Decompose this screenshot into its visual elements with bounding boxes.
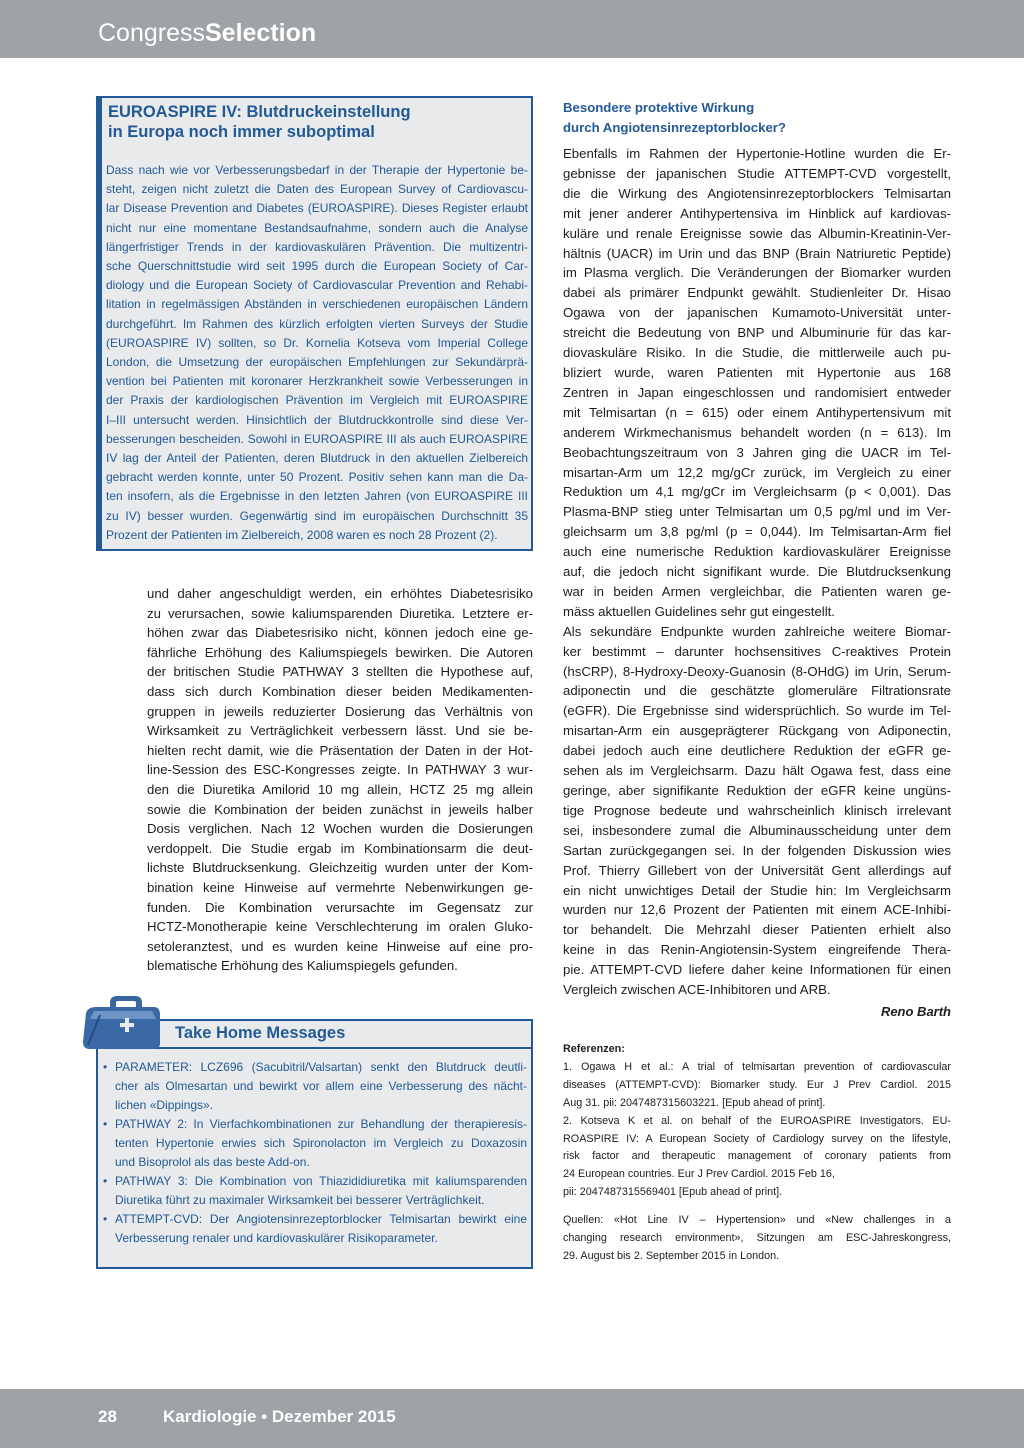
body-line: lichste Blutdrucksenkung. Gleichzeitig wurden unter der Kom- <box>147 860 533 876</box>
references <box>563 1041 951 1202</box>
body-line: war in beiden Armen vergleichbar, die Patienten waren ge- <box>563 583 951 599</box>
body-line: blematische Erhöhung des Kaliumspiegels gefunden. <box>147 958 458 974</box>
take-home-line: ATTEMPT-CVD: Der Angiotensinrezeptorblocker Telmisartan bewirkt eine <box>115 1212 527 1226</box>
header-title-bold: Selection <box>205 19 317 47</box>
body-line: mit Telmisartan (n = 615) oder einem Antihypertensivum mit <box>563 404 951 420</box>
body-line: (eGFR). Die Ergebnisse sind widersprüchlich. So wurde im Tel- <box>563 703 951 719</box>
body-line: Beobachtungszeitraum von 3 Jahren ging die UACR im Tel- <box>563 444 951 460</box>
euroaspire-line: gebracht werden konnte, unter 50 Prozent. Positiv sehen kann man die Da- <box>106 470 528 485</box>
body-line: dass sich durch Kombination dieser beiden Medikamenten- <box>147 683 533 699</box>
reference-line: 2. Kotseva K et al. on behalf of the EUROASPIRE Investigators. EU- <box>563 1114 951 1127</box>
take-home-line: tenten Hypertonie erwies sich Spironolacton im Vergleich zu Doxazosin <box>115 1136 527 1150</box>
reference-line: diseases (ATTEMPT-CVD): Biomarker study. Eur J Prev Cardiol. 2015 <box>563 1078 951 1091</box>
body-line: misartan-Arm ein ausgeprägterer Rückgang von Adiponectin, <box>563 723 951 739</box>
euroaspire-title-line: EUROASPIRE IV: Blutdruckeinstellung <box>108 103 411 121</box>
page-number: 28 <box>98 1407 117 1426</box>
reference-line: 1. Ogawa H et al.: A trial of telmisartan prevention of cardiovascular <box>563 1060 951 1073</box>
body-line: sei, insbesondere zumal die Albuminausscheidung unter dem <box>563 822 951 838</box>
body-line: gleichsarm um 3,8 pg/ml (p = 0,044). Im Telmisartan-Arm fiel <box>563 524 951 540</box>
body-line: auf, die jedoch nicht signifikant wurde. Die Blutdrucksenkung <box>563 564 951 580</box>
reference-line: risk factor and therapeutic management of coronary patients from <box>563 1150 951 1163</box>
body-line: geringe, aber signifikante Reduktion der eGFR keine ungüns- <box>563 783 951 798</box>
body-line: dabei jedoch auch eine deutlichere Reduktion der eGFR ge- <box>563 743 951 759</box>
sources-line: 29. August bis 2. September 2015 in London. <box>563 1249 780 1262</box>
journal-issue: Kardiologie • Dezember 2015 <box>163 1407 396 1426</box>
body-line: anderem Wirkmechanismus behandelt worden (n = 613). Im <box>563 424 951 440</box>
body-line: setoleranztest, und es wurden keine Hinweise auf eine pro- <box>147 938 533 954</box>
sources-line: changing research environment», Sitzungen am ESC-Jahreskongress, <box>563 1231 951 1244</box>
body-line: (hsCRP), 8-Hydroxy-Deoxy-Guanosin (8-OHdG) im Urin, Serum- <box>563 663 951 679</box>
body-line: tige Prognose bedeute und wahrscheinlich klinisch irrelevant <box>563 802 951 818</box>
euroaspire-line: nicht nur eine momentane Bestandsaufnahme, sondern auch die Analyse <box>106 220 528 235</box>
body-line: wurden nur 12,6 Prozent der Patienten mit einem ACE-Inhibi- <box>563 902 951 918</box>
take-home-line: cher als Olmesartan und bewirkt vor allem eine Verbesserung des nächt- <box>115 1079 527 1093</box>
euroaspire-line: IV lag der Anteil der Patienten, deren Blutdruck in den aktuellen Zielbereich <box>106 451 528 466</box>
body-line: zu verursachen, sowie kaliumsparenden Diuretika. Letztere er- <box>147 605 533 621</box>
bullet-icon: • <box>103 1060 108 1074</box>
body-line: kuläre und renale Ereignisse sowie das Albumin-Kreatinin-Ver- <box>563 225 951 241</box>
body-line: Ebenfalls im Rahmen der Hypertonie-Hotline wurden die Er- <box>563 146 951 161</box>
body-line: adiponectin und die geschätzte glomeruläre Filtrationsrate <box>563 683 951 699</box>
take-home-line: PATHWAY 3: Die Kombination von Thiazididiuretika mit kaliumsparenden <box>115 1174 527 1188</box>
body-line: Zentren in Japan eingeschlossen und randomisiert entweder <box>563 384 951 400</box>
sources-note <box>563 1212 951 1266</box>
sources-line: Quellen: «Hot Line IV – Hypertension» und «New challenges in a <box>563 1214 951 1226</box>
reference-line: ROASPIRE IV: A European Society of Cardiology survey on the lifestyle, <box>563 1132 951 1145</box>
euroaspire-line: durchgeführt. Im Rahmen des kürzlich erfolgten vierten Surveys der Studie <box>106 316 528 331</box>
euroaspire-line: diology und die European Society of Cardiovascular Prevention and Rehabi- <box>106 278 528 293</box>
euroaspire-line: vention bei Patienten mit koronarer Herzkrankheit sowie Verbesserungen in <box>106 374 528 389</box>
take-home-title: Take Home Messages <box>175 1024 346 1042</box>
body-line: und daher angeschuldigt werden, ein erhöhtes Diabetesrisiko <box>147 586 533 601</box>
body-line: im Plasma verglich. Die Veränderungen der Biomarker wurden <box>563 265 951 281</box>
right-column-body <box>563 144 951 1000</box>
body-line: HCTZ-Monotherapie keine Verschlechterung im oralen Gluko- <box>147 919 533 935</box>
euroaspire-line: London, die Umsetzung der europäischen Empfehlungen zur Sekundärprä- <box>106 355 528 370</box>
take-home-line: PATHWAY 2: In Vierfachkombinationen zur Behandlung der therapieresis- <box>115 1117 527 1131</box>
take-home-item <box>102 1210 527 1248</box>
take-home-line: und Bisoprolol als das beste Add-on. <box>115 1155 310 1169</box>
reference-line: pii: 2047487315569401 [Epub ahead of print]. <box>563 1186 783 1199</box>
take-home-line: Verbesserung renaler und kardiovaskulärer Risikoparameter. <box>115 1231 438 1245</box>
body-line: streicht die Bedeutung von BNP und Albuminurie für das kar- <box>563 325 951 341</box>
euroaspire-line: längerfristiger Trends in der kardiovaskulären Prävention. Die multizentri- <box>106 239 528 254</box>
body-line: hältnis (UACR) im Urin und das BNP (Brain Natriuretic Peptide) <box>563 245 951 261</box>
body-line: bliziert wurde, waren Patienten mit Hypertonie aus 168 <box>563 364 951 380</box>
euroaspire-line: ten insofern, als die Ergebnisse in den letzten Jahren (von EUROASPIRE III <box>106 489 528 504</box>
body-line: verdoppelt. Die Studie ergab im Kombinationsarm die deut- <box>147 840 533 856</box>
euroaspire-line: lar Disease Prevention and Diabetes (EUROASPIRE). Dieses Register erlaubt <box>106 201 528 216</box>
reference-line: Aug 31. pii: 2047487315603221. [Epub ahead of print]. <box>563 1096 826 1109</box>
body-line: auch eine numerische Reduktion kardiovaskulärer Ereignisse <box>563 544 951 560</box>
euroaspire-title-line: in Europa noch immer suboptimal <box>108 123 375 141</box>
body-line: tor behandelt. Die Mehrzahl dieser Patienten erhielt also <box>563 922 951 938</box>
body-line: ker bestimmt – darunter hochsensitives C-reaktives Protein <box>563 643 951 659</box>
body-line: Prof. Thierry Gillebert von der Universität Gent allerdings auf <box>563 862 951 878</box>
euroaspire-line: Prozent der Patienten im Zielbereich, 2008 waren es noch 28 Prozent (2). <box>106 527 498 542</box>
body-line: sehen als im Vergleichsarm. Dazu hält Ogawa fest, dass eine <box>563 763 951 779</box>
euroaspire-line: Dass nach wie vor Verbesserungsbedarf in der Therapie der Hypertonie be- <box>106 163 528 177</box>
body-line: der britischen Studie PATHWAY 3 stellten die Hypothese auf, <box>147 664 533 680</box>
take-home-item <box>102 1115 527 1172</box>
body-line: Plasma-BNP stieg unter Telmisartan um 0,5 pg/ml und im Ver- <box>563 504 951 520</box>
body-line: Wirksamkeit zu Verträglichkeit verbessern lässt. Und sie be- <box>147 723 533 739</box>
body-line: ein nicht unwichtiges Detail der Studie hin: Im Vergleichsarm <box>563 882 951 898</box>
body-line: sowie die Kombination der beiden zunächst in jeweils halber <box>147 801 533 817</box>
body-line: mäss aktuellen Guidelines sehr gut eingestellt. <box>563 603 835 619</box>
body-line: Reduktion um 4,1 mg/gCr im Vergleichsarm (p < 0,001). Das <box>563 484 951 500</box>
euroaspire-line: besserungen bescheiden. Sowohl in EUROASPIRE III als auch EUROASPIRE <box>106 431 528 446</box>
reference-line: 24 European countries. Eur J Prev Cardiol. 2015 Feb 16, <box>563 1168 835 1181</box>
take-home-list <box>102 1058 527 1248</box>
right-heading-line: durch Angiotensinrezeptorblocker? <box>563 119 786 135</box>
body-line: Als sekundäre Endpunkte wurden zahlreiche weitere Biomar- <box>563 623 951 639</box>
euroaspire-box <box>96 96 533 551</box>
right-heading <box>563 98 953 137</box>
euroaspire-line: litation in regelmässigen Abständen in verschiedenen europäischen Ländern <box>106 297 528 312</box>
body-line: funden. Die Kombination verursachte im Gegensatz zur <box>147 899 533 915</box>
body-line: Ogawa von der japanischen Kumamoto-Universität unter- <box>563 305 951 321</box>
footer-bar <box>0 1389 1024 1448</box>
euroaspire-line: steht, zeigen nicht zuletzt die Daten des European Survey of Cardiovascu- <box>106 182 528 197</box>
body-line: keine in das Renin-Angiotensin-System eingreifende Thera- <box>563 942 951 958</box>
take-home-line: Diuretika führt zu maximaler Wirksamkeit bei besserer Verträglichkeit. <box>115 1193 485 1207</box>
bullet-icon: • <box>103 1212 108 1226</box>
body-line: den die Diuretika Amilorid 10 mg allein, HCTZ 25 mg allein <box>147 781 533 797</box>
body-line: hielten recht damit, wie die Präsentation der Daten in der Hot- <box>147 742 533 758</box>
medical-bag-icon <box>80 993 162 1051</box>
euroaspire-line: (EUROASPIRE IV) sollten, so Dr. Kornelia Kotseva vom Imperial College <box>106 335 528 350</box>
body-line: Dosis verglichen. Nach 12 Wochen wurden die Dosierungen <box>147 821 533 837</box>
header-title <box>98 17 316 49</box>
references-list <box>563 1059 951 1202</box>
body-line: mit jener anderer Antihypertensiva im Hinblick auf kardiovas- <box>563 205 951 221</box>
right-heading-line: Besondere protektive Wirkung <box>563 100 755 115</box>
body-line: die die Wirkung des Angiotensinrezeptorblockers Telmisartan <box>563 185 951 201</box>
body-line: misartan-Arm um 12,2 mg/gCr zurück, im Vergleich zu einer <box>563 464 951 480</box>
bullet-icon: • <box>103 1174 108 1188</box>
euroaspire-title <box>108 102 528 142</box>
take-home-line: PARAMETER: LCZ696 (Sacubitril/Valsartan) senkt den Blutdruck deutli- <box>115 1060 527 1074</box>
body-line: dabei als primärer Endpunkt gewählt. Studienleiter Dr. Hisao <box>563 285 951 301</box>
euroaspire-line: zu IV) besser wurden. Gegenwärtig sind im europäischen Durchschnitt 35 <box>106 508 528 523</box>
take-home-item <box>102 1172 527 1210</box>
euroaspire-body <box>106 161 528 545</box>
euroaspire-line: der Praxis der kardiologischen Prävention im Vergleich mit EUROASPIRE <box>106 393 528 408</box>
body-line: gruppen in jeweils reduzierter Dosierung das Verhältnis von <box>147 703 533 719</box>
euroaspire-line: sche Querschnittstudie wird seit 1995 durch die European Society of Car- <box>106 259 528 274</box>
body-line: bination keine Hinweise auf vermehrte Nebenwirkungen ge- <box>147 879 533 895</box>
body-line: fährliche Erhöhung des Kaliumspiegels bewirken. Die Autoren <box>147 644 533 660</box>
body-line: line-Session des ESC-Kongresses zeigte. In PATHWAY 3 wur- <box>147 762 533 778</box>
body-line: Vergleich zwischen ACE-Inhibitoren und ARB. <box>563 982 831 998</box>
body-line: diovaskuläre Risiko. In die Studie, die mittlerweile auch pu- <box>563 345 951 361</box>
body-line: gebnisse der japanischen Studie ATTEMPT-CVD vorgestellt, <box>563 165 951 181</box>
header-title-light: Congress <box>98 19 205 47</box>
body-line: pie. ATTEMPT-CVD liefere daher keine Informationen für einen <box>563 962 951 978</box>
author-signature: Reno Barth <box>880 1004 951 1019</box>
left-column-body <box>147 584 533 976</box>
references-heading: Referenzen: <box>563 1043 625 1055</box>
take-home-item <box>102 1058 527 1115</box>
body-line: höhen zwar das Diabetesrisiko nicht, können jedoch eine ge- <box>147 625 533 641</box>
take-home-line: lichen «Dippings». <box>115 1098 214 1112</box>
bullet-icon: • <box>103 1117 108 1131</box>
body-line: Sartan zurückgegangen sei. In der folgenden Diskussion wies <box>563 842 951 858</box>
euroaspire-line: I–III untersucht werden. Hinsichtlich der Blutdruckkontrolle sind diese Ver- <box>106 412 528 427</box>
